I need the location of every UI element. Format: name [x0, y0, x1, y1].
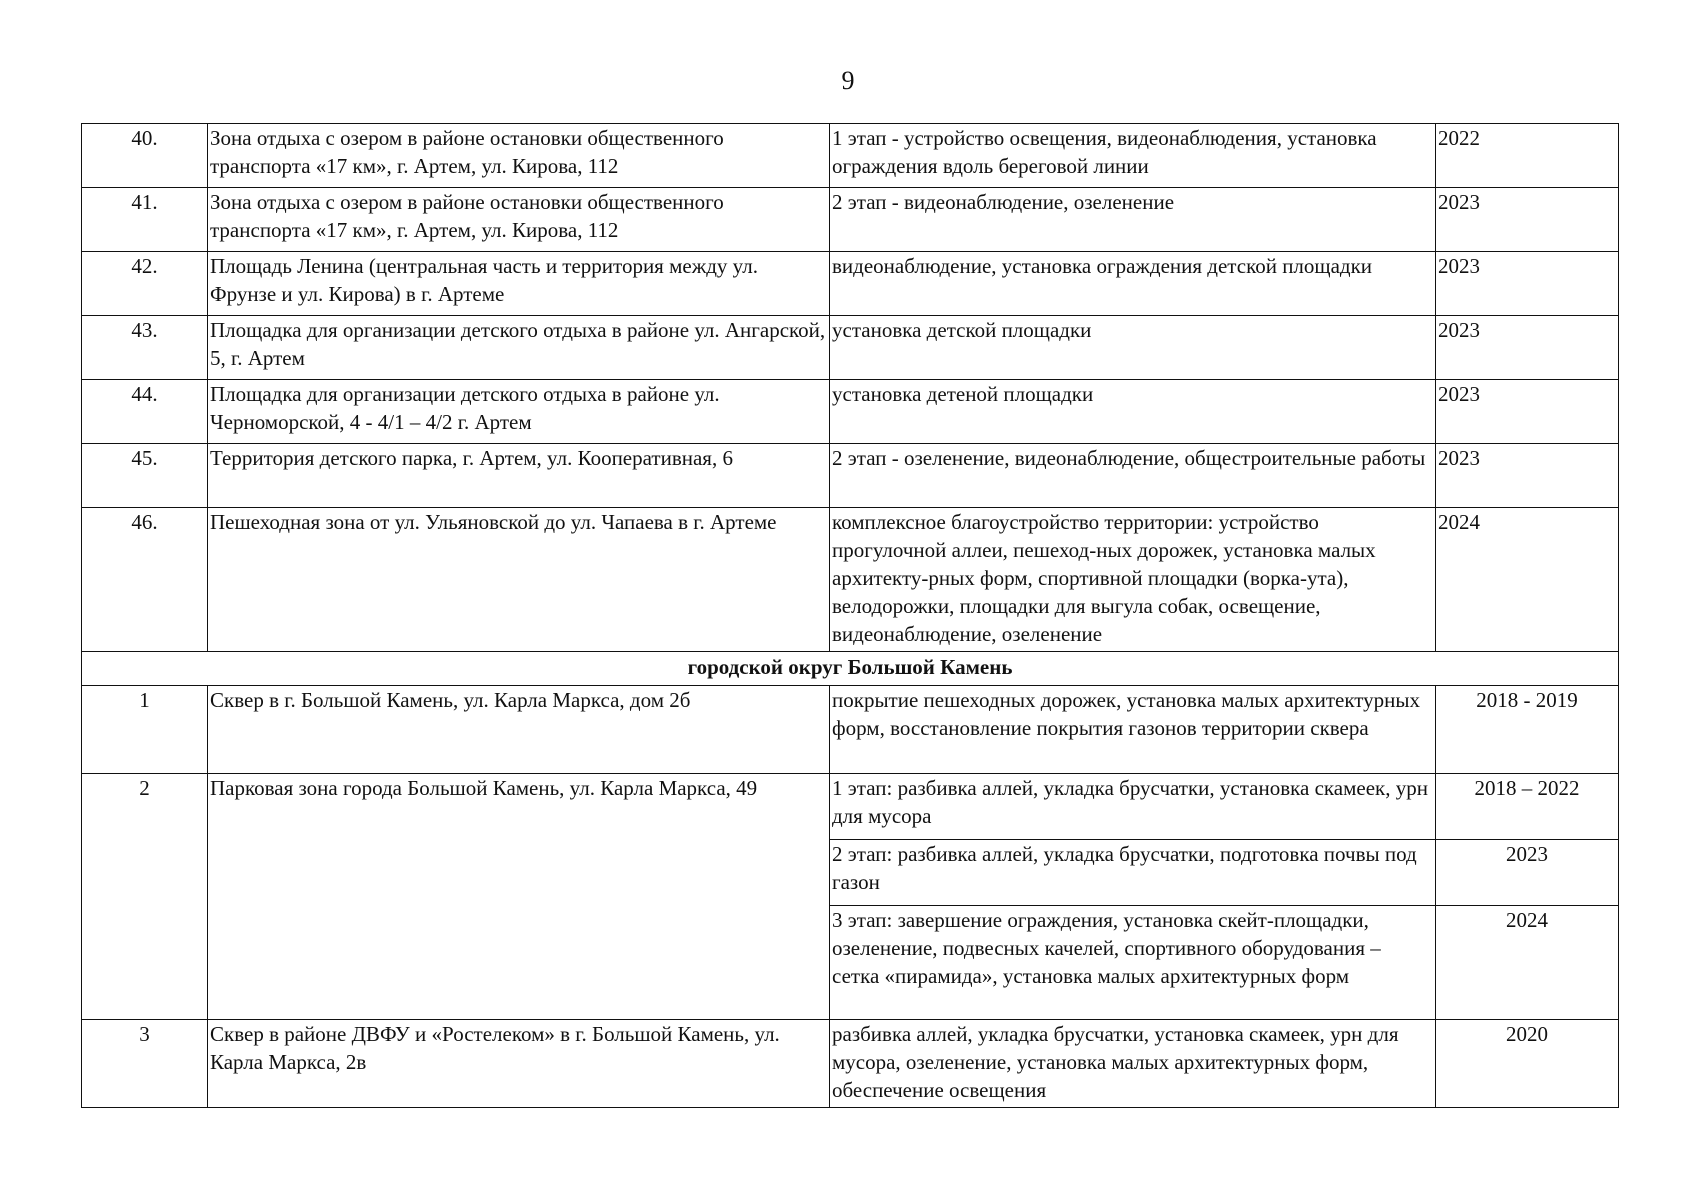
- works-description: 2 этап - видеонаблюдение, озеленение: [830, 188, 1436, 252]
- table-row: [82, 444, 1619, 508]
- implementation-year: 2023: [1436, 840, 1619, 906]
- table-row: [82, 380, 1619, 444]
- implementation-year: 2023: [1436, 380, 1619, 444]
- implementation-year: 2024: [1436, 906, 1619, 1020]
- works-description: установка детеной площадки: [830, 380, 1436, 444]
- table-row: [82, 774, 1619, 840]
- row-number: 3: [82, 1020, 208, 1108]
- implementation-year: 2020: [1436, 1020, 1619, 1108]
- implementation-year: 2023: [1436, 188, 1619, 252]
- table-row: [82, 188, 1619, 252]
- improvement-objects-table: [81, 123, 1619, 1108]
- object-name: Сквер в районе ДВФУ и «Ростелеком» в г. Большой Камень, ул. Карла Маркса, 2в: [208, 1020, 830, 1108]
- object-name: Парковая зона города Большой Камень, ул. Карла Маркса, 49: [208, 774, 830, 1020]
- row-number: 2: [82, 774, 208, 1020]
- works-description: покрытие пешеходных дорожек, установка малых архитектурных форм, восстановление покрытия газонов территории сквера: [830, 686, 1436, 774]
- table-row: [82, 508, 1619, 652]
- object-name: Пешеходная зона от ул. Ульяновской до ул. Чапаева в г. Артеме: [208, 508, 830, 652]
- implementation-year: 2018 - 2019: [1436, 686, 1619, 774]
- section-title: городской округ Большой Камень: [82, 652, 1619, 686]
- object-name: Территория детского парка, г. Артем, ул. Кооперативная, 6: [208, 444, 830, 508]
- table-row: [82, 686, 1619, 774]
- works-description: 3 этап: завершение ограждения, установка скейт-площадки, озеленение, подвесных качелей, спортивного оборудования – сетка «пирамида», установка малых архитектурных форм: [830, 906, 1436, 1020]
- page-number: 9: [841, 66, 855, 95]
- implementation-year: 2023: [1436, 316, 1619, 380]
- works-description: комплексное благоустройство территории: устройство прогулочной аллеи, пешеход-ных дорожек, установка малых архитекту-рных форм, спортивной площадки (ворка-ута), велодорожки, площадки для выгула собак, освещение, видеонаблюдение, озеленение: [830, 508, 1436, 652]
- object-name: Зона отдыха с озером в районе остановки общественного транспорта «17 км», г. Артем, ул. Кирова, 112: [208, 124, 830, 188]
- implementation-year: 2023: [1436, 252, 1619, 316]
- works-description: 1 этап - устройство освещения, видеонаблюдения, установка ограждения вдоль береговой линии: [830, 124, 1436, 188]
- works-description: 1 этап: разбивка аллей, укладка брусчатки, установка скамеек, урн для мусора: [830, 774, 1436, 840]
- table-row: [82, 252, 1619, 316]
- implementation-year: 2024: [1436, 508, 1619, 652]
- implementation-year: 2018 – 2022: [1436, 774, 1619, 840]
- object-name: Сквер в г. Большой Камень, ул. Карла Маркса, дом 2б: [208, 686, 830, 774]
- table-row: [82, 316, 1619, 380]
- row-number: 42.: [82, 252, 208, 316]
- object-name: Площадка для организации детского отдыха в районе ул. Ангарской, 5, г. Артем: [208, 316, 830, 380]
- row-number: 41.: [82, 188, 208, 252]
- implementation-year: 2022: [1436, 124, 1619, 188]
- row-number: 40.: [82, 124, 208, 188]
- works-description: разбивка аллей, укладка брусчатки, установка скамеек, урн для мусора, озеленение, установка малых архитектурных форм, обеспечение освещения: [830, 1020, 1436, 1108]
- row-number: 1: [82, 686, 208, 774]
- row-number: 45.: [82, 444, 208, 508]
- row-number: 44.: [82, 380, 208, 444]
- object-name: Зона отдыха с озером в районе остановки общественного транспорта «17 км», г. Артем, ул. Кирова, 112: [208, 188, 830, 252]
- works-description: 2 этап: разбивка аллей, укладка брусчатки, подготовка почвы под газон: [830, 840, 1436, 906]
- row-number: 43.: [82, 316, 208, 380]
- row-number: 46.: [82, 508, 208, 652]
- object-name: Площадка для организации детского отдыха в районе ул. Черноморской, 4 - 4/1 – 4/2 г. Артем: [208, 380, 830, 444]
- table-row: [82, 124, 1619, 188]
- object-name: Площадь Ленина (центральная часть и территория между ул. Фрунзе и ул. Кирова) в г. Артеме: [208, 252, 830, 316]
- implementation-year: 2023: [1436, 444, 1619, 508]
- table-row: [82, 1020, 1619, 1108]
- works-description: установка детской площадки: [830, 316, 1436, 380]
- works-description: видеонаблюдение, установка ограждения детской площадки: [830, 252, 1436, 316]
- section-header-row: [82, 652, 1619, 686]
- works-description: 2 этап - озеленение, видеонаблюдение, общестроительные работы: [830, 444, 1436, 508]
